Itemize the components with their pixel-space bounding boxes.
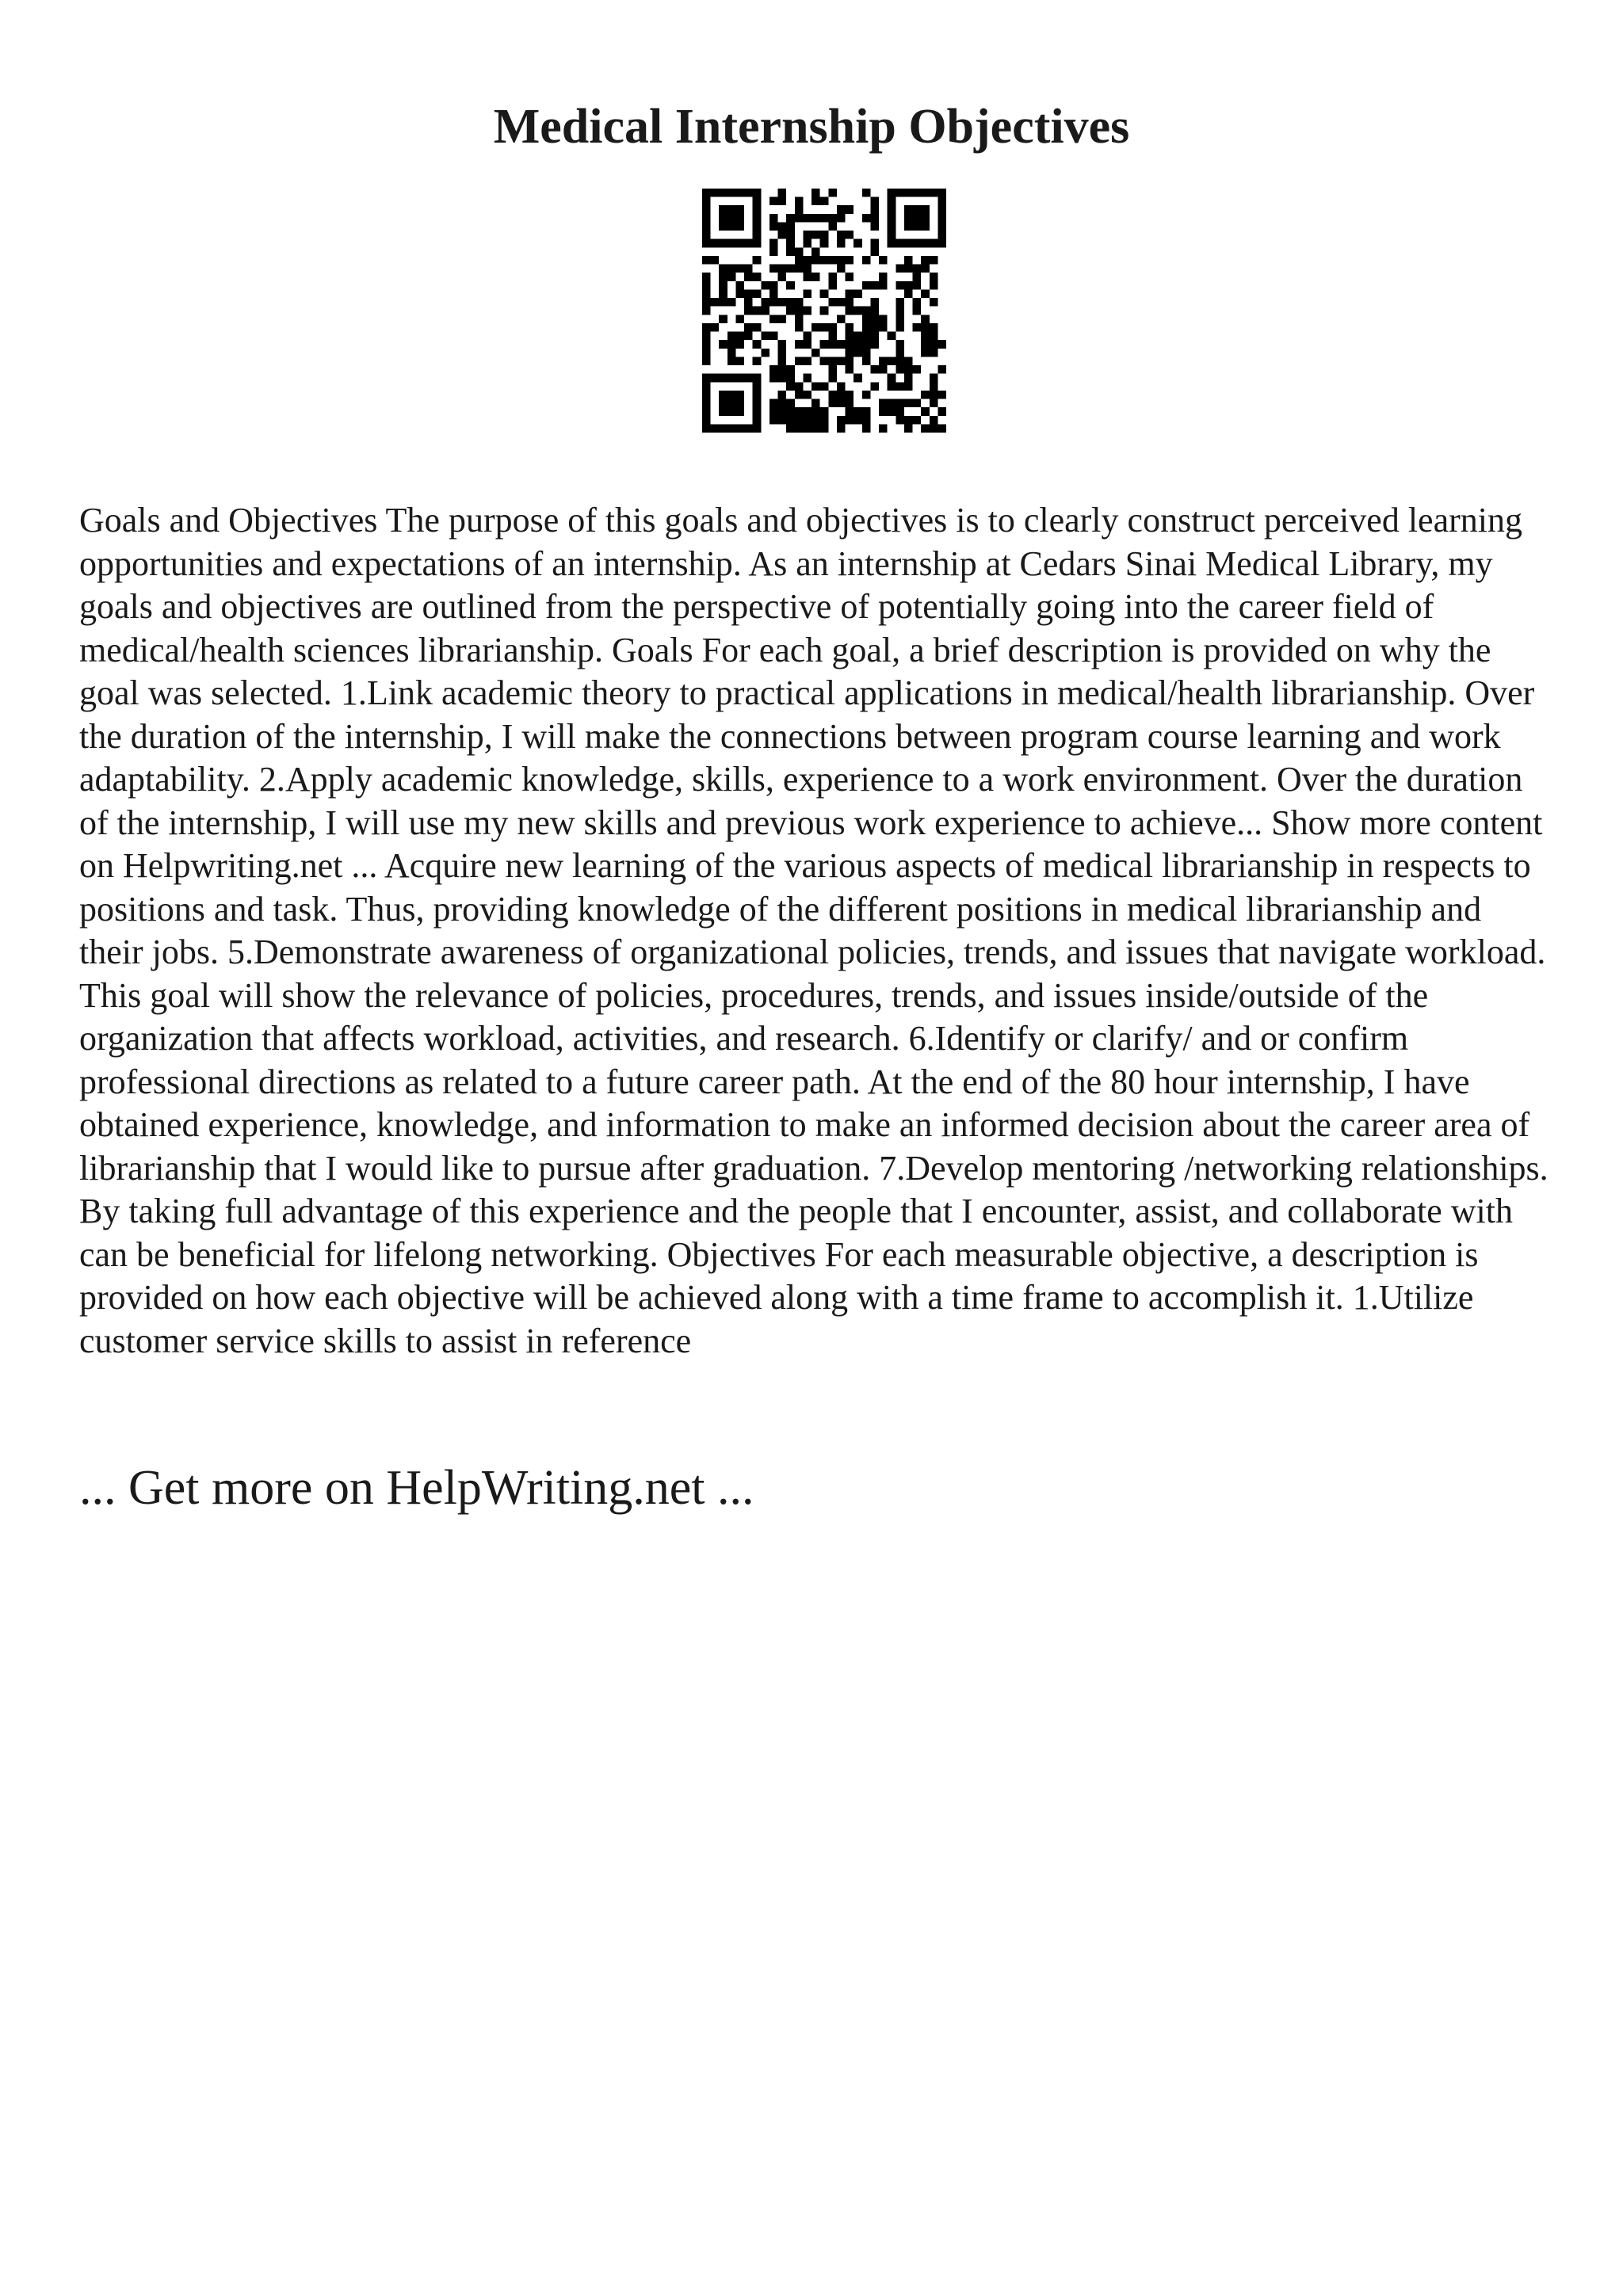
- get-more-link[interactable]: ... Get more on HelpWriting.net ...: [79, 1461, 754, 1515]
- document-body-text: Goals and Objectives The purpose of this goals and objectives is to clearly construct perceived learning opportunities and expectations of an internship. As an internship at Cedars Sinai Medical Library, my goals and objectives are outlined from the perspective of potentially going into the career field of medical/health sciences librarianship. Goals For each goal, a brief description is provided on why the goal was selected. 1.Link academic theory to practical applications in medical/health librarianship. Over the duration of the internship, I will make the connections between program course learning and work adaptability. 2.Apply academic knowledge, skills, experience to a work environment. Over the duration of the internship, I will use my new skills and previous work experience to achieve... Show more content on Helpwriting.net ... Acquire new learning of the various aspects of medical librarianship in respects to positions and task. Thus, providing knowledge of the different positions in medical librarianship and their jobs. 5.Demonstrate awareness of organizational policies, trends, and issues that navigate workload. This goal will show the relevance of policies, procedures, trends, and issues inside/outside of the organization that affects workload, activities, and research. 6.Identify or clarify/ and or confirm professional directions as related to a future career path. At the end of the 80 hour internship, I have obtained experience, knowledge, and information to make an informed decision about the career area of librarianship that I would like to pursue after graduation. 7.Develop mentoring /networking relationships. By taking full advantage of this experience and the people that I encounter, assist, and collaborate with can be beneficial for lifelong networking. Objectives For each measurable objective, a description is provided on how each objective will be achieved along with a time frame to accomplish it. 1.Utilize customer service skills to assist in reference: [79, 501, 1549, 1360]
- page-title: Medical Internship Objectives: [493, 100, 1130, 154]
- qr-code-icon[interactable]: [702, 189, 946, 433]
